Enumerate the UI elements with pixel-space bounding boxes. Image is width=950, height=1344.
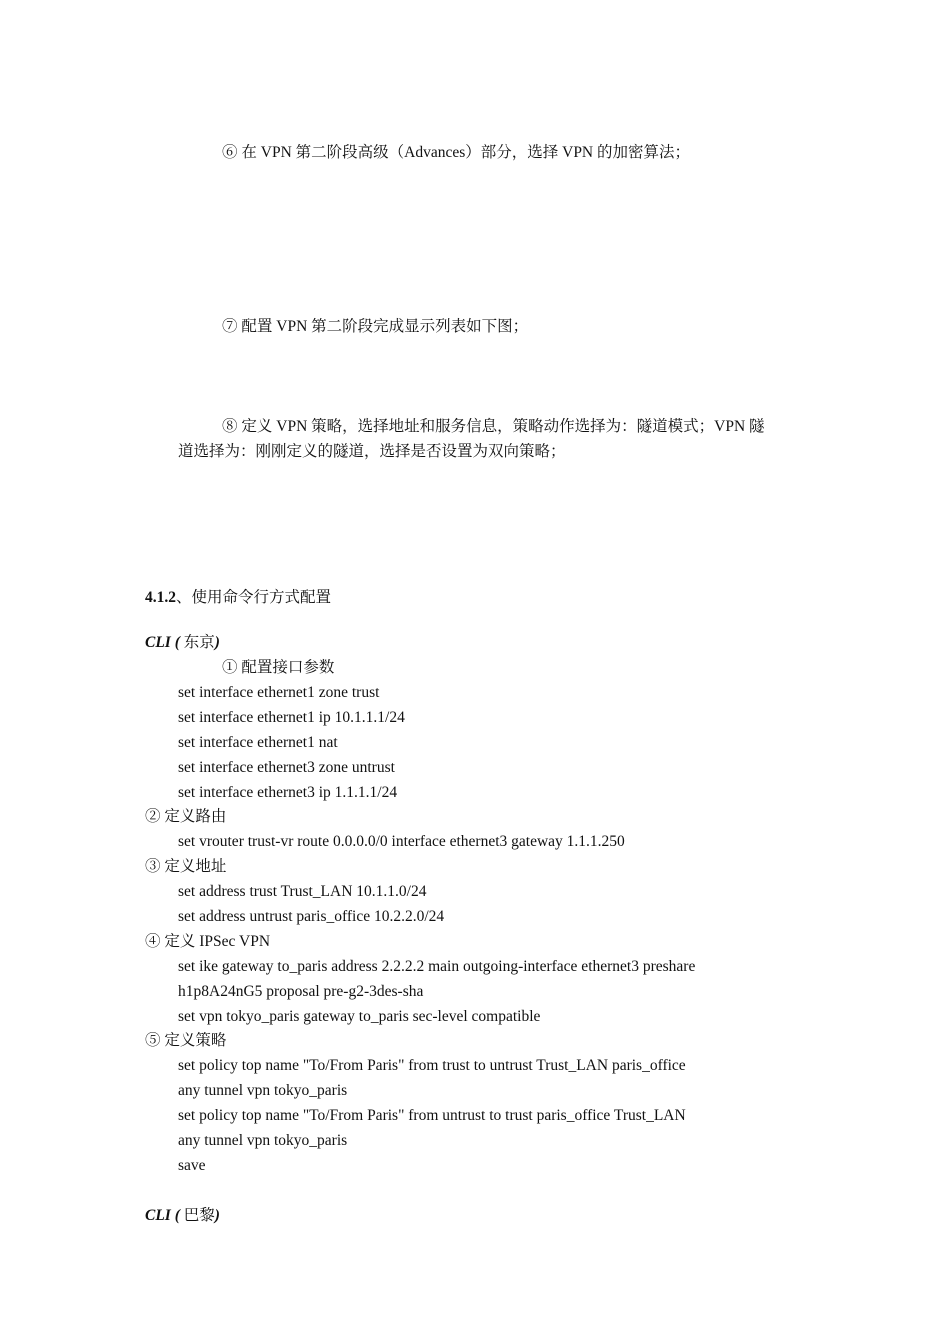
cli-paris-heading [145,1206,220,1226]
cli-step-4: ④ 定义 IPSec VPN [145,933,271,950]
cli-step-5: ⑤ 定义策略 [145,1032,227,1049]
cli-command: set interface ethernet1 zone trust [178,684,380,701]
step-6-text: ⑥ 在 VPN 第二阶段高级（Advances）部分，选择 VPN 的加密算法； [222,144,691,161]
cli-command: set interface ethernet3 zone untrust [178,759,395,776]
cli-command: h1p8A24nG5 proposal pre-g2-3des-sha [178,983,424,1000]
cli-command: set ike gateway to_paris address 2.2.2.2 main outgoing-interface ethernet3 preshare [178,958,696,975]
step-8-text-line2: 道选择为：刚刚定义的隧道，选择是否设置为双向策略； [178,443,566,460]
cli-command: save [178,1157,206,1174]
section-title: 、使用命令行方式配置 [176,589,332,606]
cli-command: set address untrust paris_office 10.2.2.0/24 [178,908,445,925]
step-8-text-line1: ⑧ 定义 VPN 策略，选择地址和服务信息，策略动作选择为：隧道模式；VPN 隧 [222,418,765,435]
cli-tokyo-heading [145,633,220,653]
step-7-text: ⑦ 配置 VPN 第二阶段完成显示列表如下图； [222,318,529,335]
cli-command: set vrouter trust-vr route 0.0.0.0/0 interface ethernet3 gateway 1.1.1.250 [178,833,625,850]
cli-command: set vpn tokyo_paris gateway to_paris sec-level compatible [178,1008,541,1025]
cli-paris-location: 巴黎 [183,1207,215,1224]
cli-step-2: ② 定义路由 [145,808,227,825]
section-heading [145,588,331,608]
cli-command: any tunnel vpn tokyo_paris [178,1132,348,1149]
cli-step-1: ① 配置接口参数 [222,659,335,676]
cli-command: set interface ethernet1 nat [178,734,338,751]
cli-paris-prefix: CLI ( [145,1207,184,1224]
cli-tokyo-suffix: ) [214,634,220,651]
cli-command: set policy top name "To/From Paris" from untrust to trust paris_office Trust_LAN [178,1107,686,1124]
cli-command: set policy top name "To/From Paris" from trust to untrust Trust_LAN paris_office [178,1057,686,1074]
section-number: 4.1.2 [145,589,176,606]
cli-tokyo-location: 东京 [183,634,215,651]
cli-step-3: ③ 定义地址 [145,858,227,875]
cli-command: set interface ethernet1 ip 10.1.1.1/24 [178,709,405,726]
cli-command: set interface ethernet3 ip 1.1.1.1/24 [178,784,398,801]
cli-command: set address trust Trust_LAN 10.1.1.0/24 [178,883,427,900]
cli-command: any tunnel vpn tokyo_paris [178,1082,348,1099]
cli-tokyo-prefix: CLI ( [145,634,184,651]
cli-paris-suffix: ) [214,1207,220,1224]
